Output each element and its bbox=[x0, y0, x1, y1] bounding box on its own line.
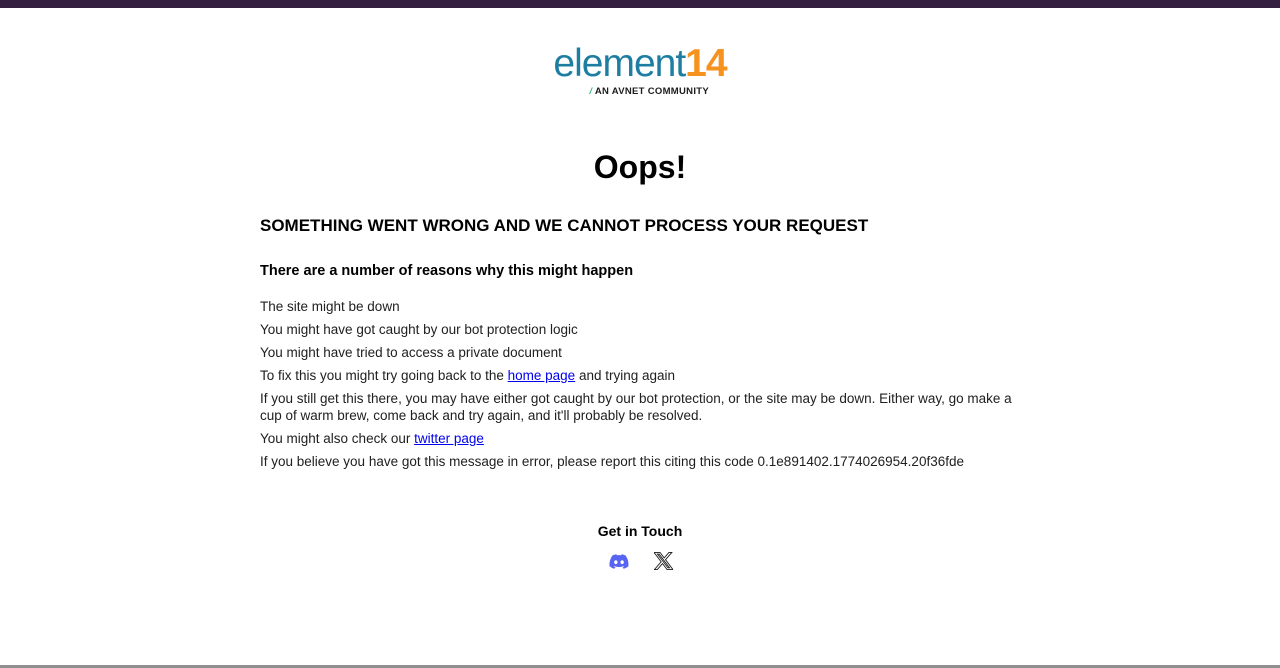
top-accent-bar bbox=[0, 0, 1280, 8]
twitter-line bbox=[260, 431, 1020, 448]
reason-private-document: You might have tried to access a private document bbox=[260, 345, 562, 360]
social-links bbox=[0, 551, 1280, 571]
reason-fix-line bbox=[260, 368, 1020, 385]
report-text: If you believe you have got this message in error, please report this citing this code bbox=[260, 453, 758, 469]
logo-text-14: 14 bbox=[685, 42, 727, 85]
reason-bot-protection: You might have got caught by our bot protection logic bbox=[260, 322, 578, 337]
error-content bbox=[260, 149, 1020, 470]
error-heading: SOMETHING WENT WRONG AND WE CANNOT PROCESS YOUR REQUEST bbox=[260, 216, 869, 235]
page-title: Oops! bbox=[593, 149, 687, 185]
logo-tagline bbox=[549, 86, 731, 97]
tagline-text: AN AVNET COMMUNITY bbox=[594, 86, 709, 97]
x-icon[interactable] bbox=[654, 551, 673, 571]
fix-text-after: and trying again bbox=[575, 368, 676, 383]
tagline-slash: / bbox=[589, 86, 593, 97]
logo-wordmark bbox=[553, 44, 726, 83]
fix-text-before: To fix this you might try going back to the bbox=[260, 368, 508, 383]
twitter-page-link[interactable]: twitter page bbox=[414, 430, 484, 446]
reason-list bbox=[260, 299, 1020, 470]
element14-logo bbox=[0, 44, 1280, 97]
reason-site-down: The site might be down bbox=[260, 299, 400, 314]
home-page-link[interactable]: home page bbox=[507, 368, 576, 383]
error-subheading: There are a number of reasons why this might happen bbox=[260, 263, 634, 279]
get-in-touch-heading: Get in Touch bbox=[597, 523, 683, 539]
discord-icon[interactable] bbox=[607, 552, 631, 571]
report-line bbox=[260, 454, 1020, 471]
error-code: 0.1e891402.1774026954.20f36fde bbox=[757, 453, 964, 469]
twitter-text-before: You might also check our bbox=[260, 430, 415, 446]
logo-text-element: element bbox=[553, 42, 686, 85]
persist-paragraph: If you still get this there, you may have either got caught by our bot protection, or the site may be down. Either way, go make a cup of warm brew, come back and try again, and it'll probably be resolved. bbox=[260, 391, 1012, 423]
